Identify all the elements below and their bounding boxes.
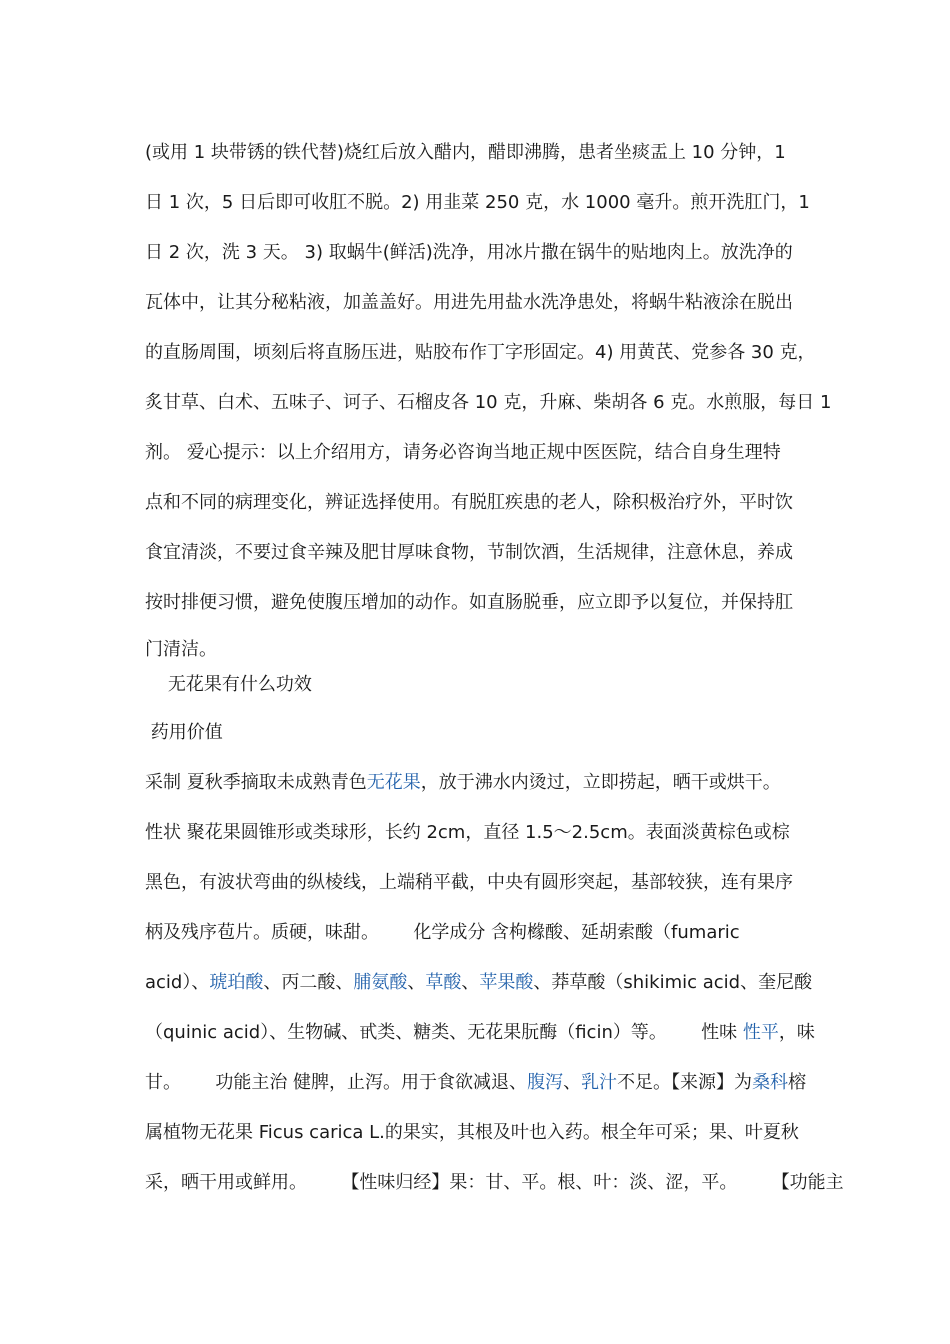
hyperlink[interactable]: 苹果酸	[479, 972, 534, 993]
text-line	[145, 341, 816, 365]
text-run: ，放于沸水内烫过，立即捞起，晒干或烘干。	[420, 772, 781, 793]
text-run: 炙甘草、白术、五味子、诃子、石榴皮各 10 克，升麻、柴胡各 6 克。水煎服，每日 1	[145, 392, 832, 413]
text-line	[145, 1071, 806, 1095]
text-line	[145, 591, 793, 615]
text-run: 门清洁。	[145, 639, 217, 660]
text-run: （quinic acid）、生物碱、甙类、糖类、无花果朊酶（ficin）等。 性味	[145, 1022, 743, 1043]
text-line	[145, 1121, 799, 1145]
text-run: 食宜清淡，不要过食辛辣及肥甘厚味食物，节制饮酒，生活规律，注意休息，养成	[145, 542, 793, 563]
text-run: 采，晒干用或鲜用。 【性味归经】果：甘、平。根、叶：淡、涩，平。 【功能主	[145, 1172, 844, 1193]
text-run: 按时排便习惯，避免使腹压增加的动作。如直肠脱垂，应立即予以复位，并保持肛	[145, 592, 793, 613]
text-run: 无花果有什么功效	[145, 674, 312, 695]
text-run: ，味	[778, 1022, 815, 1043]
text-line	[145, 441, 781, 465]
text-run: 日 2 次，洗 3 天。 3) 取蜗牛(鲜活)洗净，用冰片撒在锅牛的贴地肉上。放洗净的	[145, 242, 793, 263]
text-line	[145, 673, 312, 697]
text-run: (或用 1 块带锈的铁代替)烧红后放入醋内，醋即沸腾，患者坐痰盂上 10 分钟，1	[145, 142, 786, 163]
text-run: 、丙二酸、	[263, 972, 354, 993]
text-line	[145, 1021, 815, 1045]
text-run: 的直肠周围，顷刻后将直肠压进，贴胶布作丁字形固定。4) 用黄芪、党参各 30 克，	[145, 342, 816, 363]
hyperlink[interactable]: 脯氨酸	[353, 972, 408, 993]
text-line	[145, 771, 781, 795]
hyperlink[interactable]: 无花果	[366, 772, 421, 793]
text-run: 瓦体中，让其分秘粘液，加盖盖好。用进先用盐水洗净患处，将蜗牛粘液涂在脱出	[145, 292, 793, 313]
hyperlink[interactable]: 草酸	[425, 972, 462, 993]
text-run: 、	[461, 972, 480, 993]
text-run: acid）、	[145, 972, 210, 993]
text-run: 采制 夏秋季摘取未成熟青色	[145, 772, 367, 793]
hyperlink[interactable]: 桑科	[752, 1072, 789, 1093]
text-line	[145, 638, 217, 662]
text-line	[145, 971, 812, 995]
text-line	[145, 191, 810, 215]
text-line	[145, 921, 740, 945]
text-line	[145, 141, 786, 165]
text-line	[145, 291, 793, 315]
text-run: 、莽草酸（shikimic acid、奎尼酸	[533, 972, 813, 993]
text-run: 性状 聚花果圆锥形或类球形，长约 2cm，直径 1.5～2.5cm。表面淡黄棕色或棕	[145, 822, 790, 843]
text-run: 柄及残序苞片。质硬，味甜。 化学成分 含枸橼酸、延胡索酸（fumaric	[145, 922, 740, 943]
text-run: 属植物无花果 Ficus carica L.的果实，其根及叶也入药。根全年可采；果、叶夏秋	[145, 1122, 799, 1143]
text-run: 不足。【来源】为	[617, 1072, 753, 1093]
text-run: 、	[563, 1072, 582, 1093]
text-run: 榕	[788, 1072, 807, 1093]
hyperlink[interactable]: 琥珀酸	[209, 972, 264, 993]
hyperlink[interactable]: 乳汁	[581, 1072, 618, 1093]
text-line	[145, 241, 793, 265]
text-line	[145, 541, 793, 565]
text-run: 甘。 功能主治 健脾，止泻。用于食欲减退、	[145, 1072, 528, 1093]
hyperlink[interactable]: 腹泻	[527, 1072, 564, 1093]
text-run: 黑色，有波状弯曲的纵棱线，上端稍平截，中央有圆形突起，基部较狭，连有果序	[145, 872, 793, 893]
text-line	[145, 391, 831, 415]
text-run: 日 1 次，5 日后即可收肛不脱。2) 用韭菜 250 克，水 1000 毫升。煎开洗肛门，1	[145, 192, 810, 213]
hyperlink[interactable]: 性平	[742, 1022, 779, 1043]
text-line	[145, 871, 793, 895]
text-run: 剂。 爱心提示：以上介绍用方，请务必咨询当地正规中医医院，结合自身生理特	[145, 442, 781, 463]
text-line	[145, 821, 790, 845]
text-line	[145, 491, 793, 515]
text-run: 点和不同的病理变化，辨证选择使用。有脱肛疾患的老人，除积极治疗外，平时饮	[145, 492, 793, 513]
text-run: 、	[407, 972, 426, 993]
text-line	[145, 1171, 844, 1195]
text-run: 药用价值	[145, 722, 223, 743]
text-line	[145, 721, 223, 745]
